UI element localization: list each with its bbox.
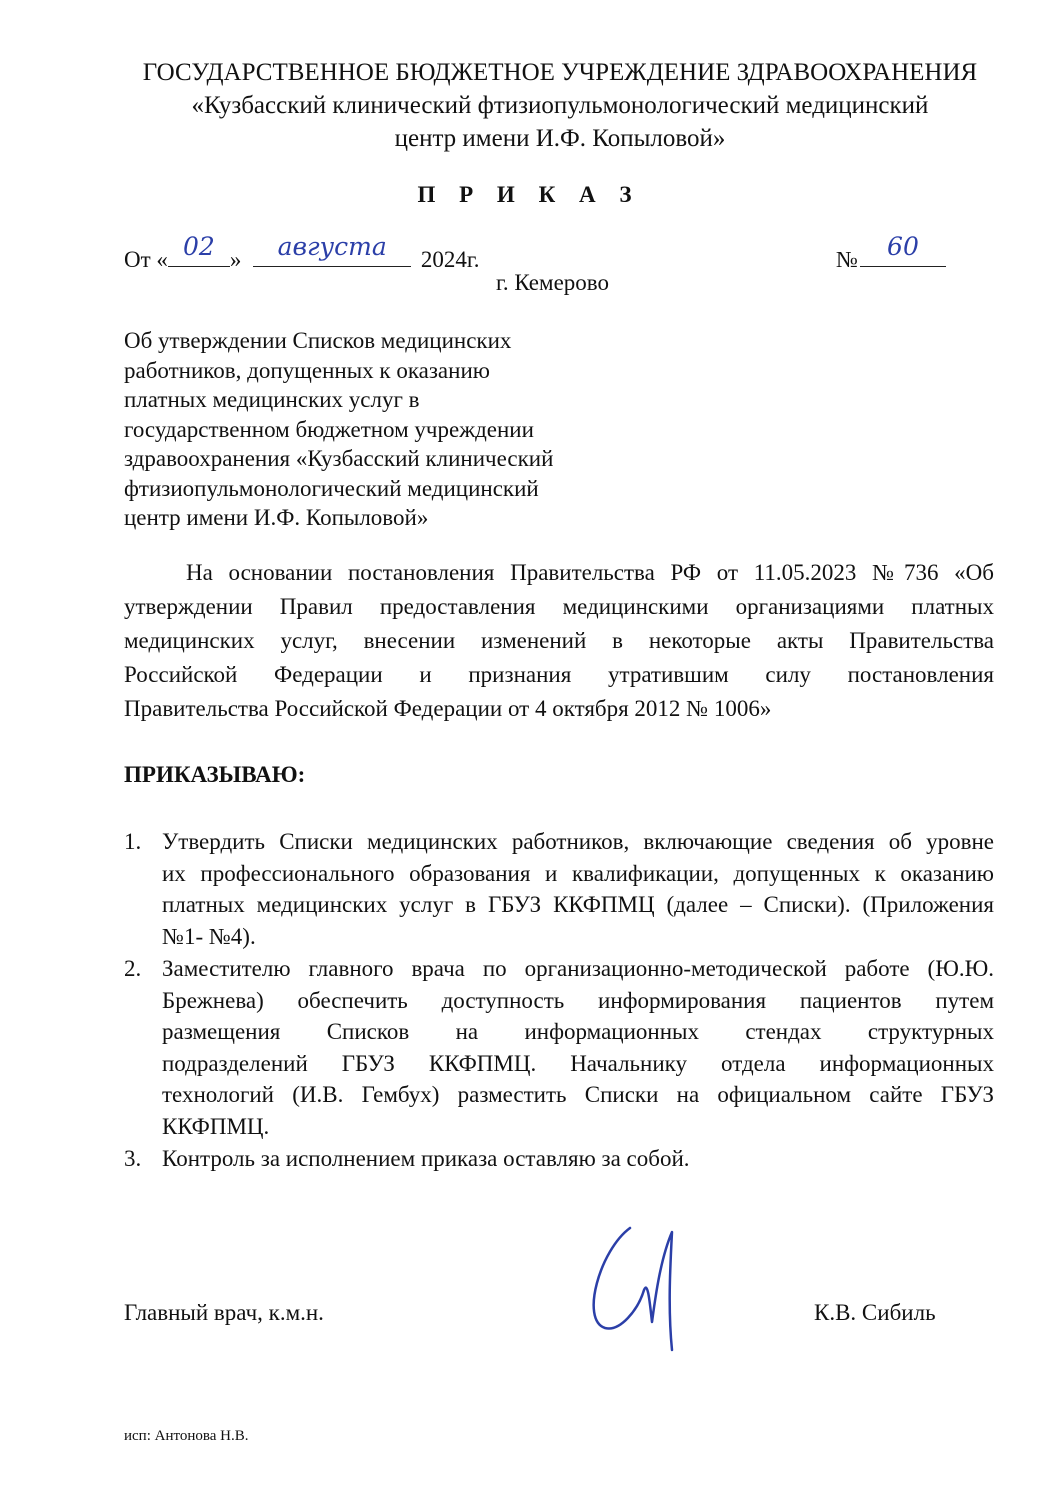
item-line: №1- №4).: [162, 923, 256, 949]
handwritten-signature: [560, 1210, 720, 1360]
date-year: 2024г.: [420, 247, 480, 272]
order-date: [124, 232, 480, 272]
order-item: [124, 826, 994, 952]
item-line: Контроль за исполнением приказа оставляю за собой.: [162, 1146, 690, 1171]
command-heading: ПРИКАЗЫВАЮ:: [124, 762, 306, 787]
subject-line: фтизиопульмонологический медицинский: [124, 475, 539, 501]
subject-line: государственном бюджетном учреждении: [124, 416, 534, 442]
subject-line: платных медицинских услуг в: [124, 387, 420, 412]
number-handwritten: 60: [887, 232, 919, 261]
item-line: подразделений ГБУЗ ККФПМЦ. Начальнику отдела информационных: [162, 1050, 994, 1076]
number-label: №: [836, 247, 858, 272]
order-title: П Р И К А З: [417, 182, 641, 207]
number-field: [860, 232, 946, 267]
item-number: 3.: [124, 1146, 142, 1171]
basis-line: На основании постановления Правительства РФ от 11.05.2023 №736 «Об: [186, 560, 994, 585]
item-line: платных медицинских услуг в ГБУЗ ККФПМЦ (далее – Списки). (Приложения: [162, 892, 994, 917]
order-item: [124, 953, 994, 1142]
item-line: Утвердить Списки медицинских работников, включающие сведения об уровне: [162, 829, 994, 854]
subject-line: центр имени И.Ф. Копыловой»: [124, 505, 429, 530]
executor-note: исп: Антонова Н.В.: [124, 1428, 249, 1444]
day-field: [168, 232, 230, 267]
signatory-name: К.В. Сибиль: [814, 1300, 936, 1325]
city: г. Кемерово: [496, 270, 609, 295]
header-line: «Кузбасский клинический фтизиопульмонологический медицинский: [191, 92, 929, 119]
subject-line: работников, допущенных к оказанию: [124, 357, 490, 383]
signatory-position: Главный врач, к.м.н.: [124, 1300, 324, 1325]
order-item: [124, 1143, 994, 1175]
item-line: их профессионального образования и квалификации, допущенных к оказанию: [162, 860, 994, 886]
order-number: [836, 232, 946, 273]
item-number: 2.: [124, 956, 142, 981]
basis-line: Правительства Российской Федерации от 4 октября 2012 № 1006»: [124, 696, 772, 721]
item-line: размещения Списков на информационных стендах структурных: [162, 1019, 994, 1044]
subject-line: здравоохранения «Кузбасский клинический: [124, 446, 554, 471]
basis-line: Российской Федерации и признания утратившим силу постановления: [124, 662, 994, 687]
date-mid: »: [229, 247, 242, 272]
basis-line: утверждении Правил предоставления медицинскими организациями платных: [124, 594, 994, 619]
legal-basis: [124, 556, 994, 726]
month-handwritten: августа: [277, 232, 387, 261]
header-line: центр имени И.Ф. Копыловой»: [394, 125, 726, 152]
order-subject: [124, 326, 624, 533]
item-number: 1.: [124, 829, 142, 854]
item-line: Заместителю главного врача по организационно-методической работе (Ю.Ю.: [162, 956, 994, 981]
item-line: Брежнева) обеспечить доступность информирования пациентов путем: [162, 987, 994, 1013]
basis-line: медицинских услуг, внесении изменений в некоторые акты Правительства: [124, 628, 994, 653]
month-field: [253, 232, 411, 267]
day-handwritten: 02: [183, 232, 215, 261]
item-line: технологий (И.В. Гембух) разместить Списки на официальном сайте ГБУЗ: [162, 1082, 994, 1107]
order-items: [124, 826, 994, 1176]
date-prefix: От «: [124, 247, 168, 272]
institution-header: [80, 56, 1040, 155]
header-line: ГОСУДАРСТВЕННОЕ БЮДЖЕТНОЕ УЧРЕЖДЕНИЕ ЗДРАВООХРАНЕНИЯ: [142, 59, 978, 86]
item-line: ККФПМЦ.: [162, 1113, 270, 1139]
subject-line: Об утверждении Списков медицинских: [124, 328, 512, 353]
